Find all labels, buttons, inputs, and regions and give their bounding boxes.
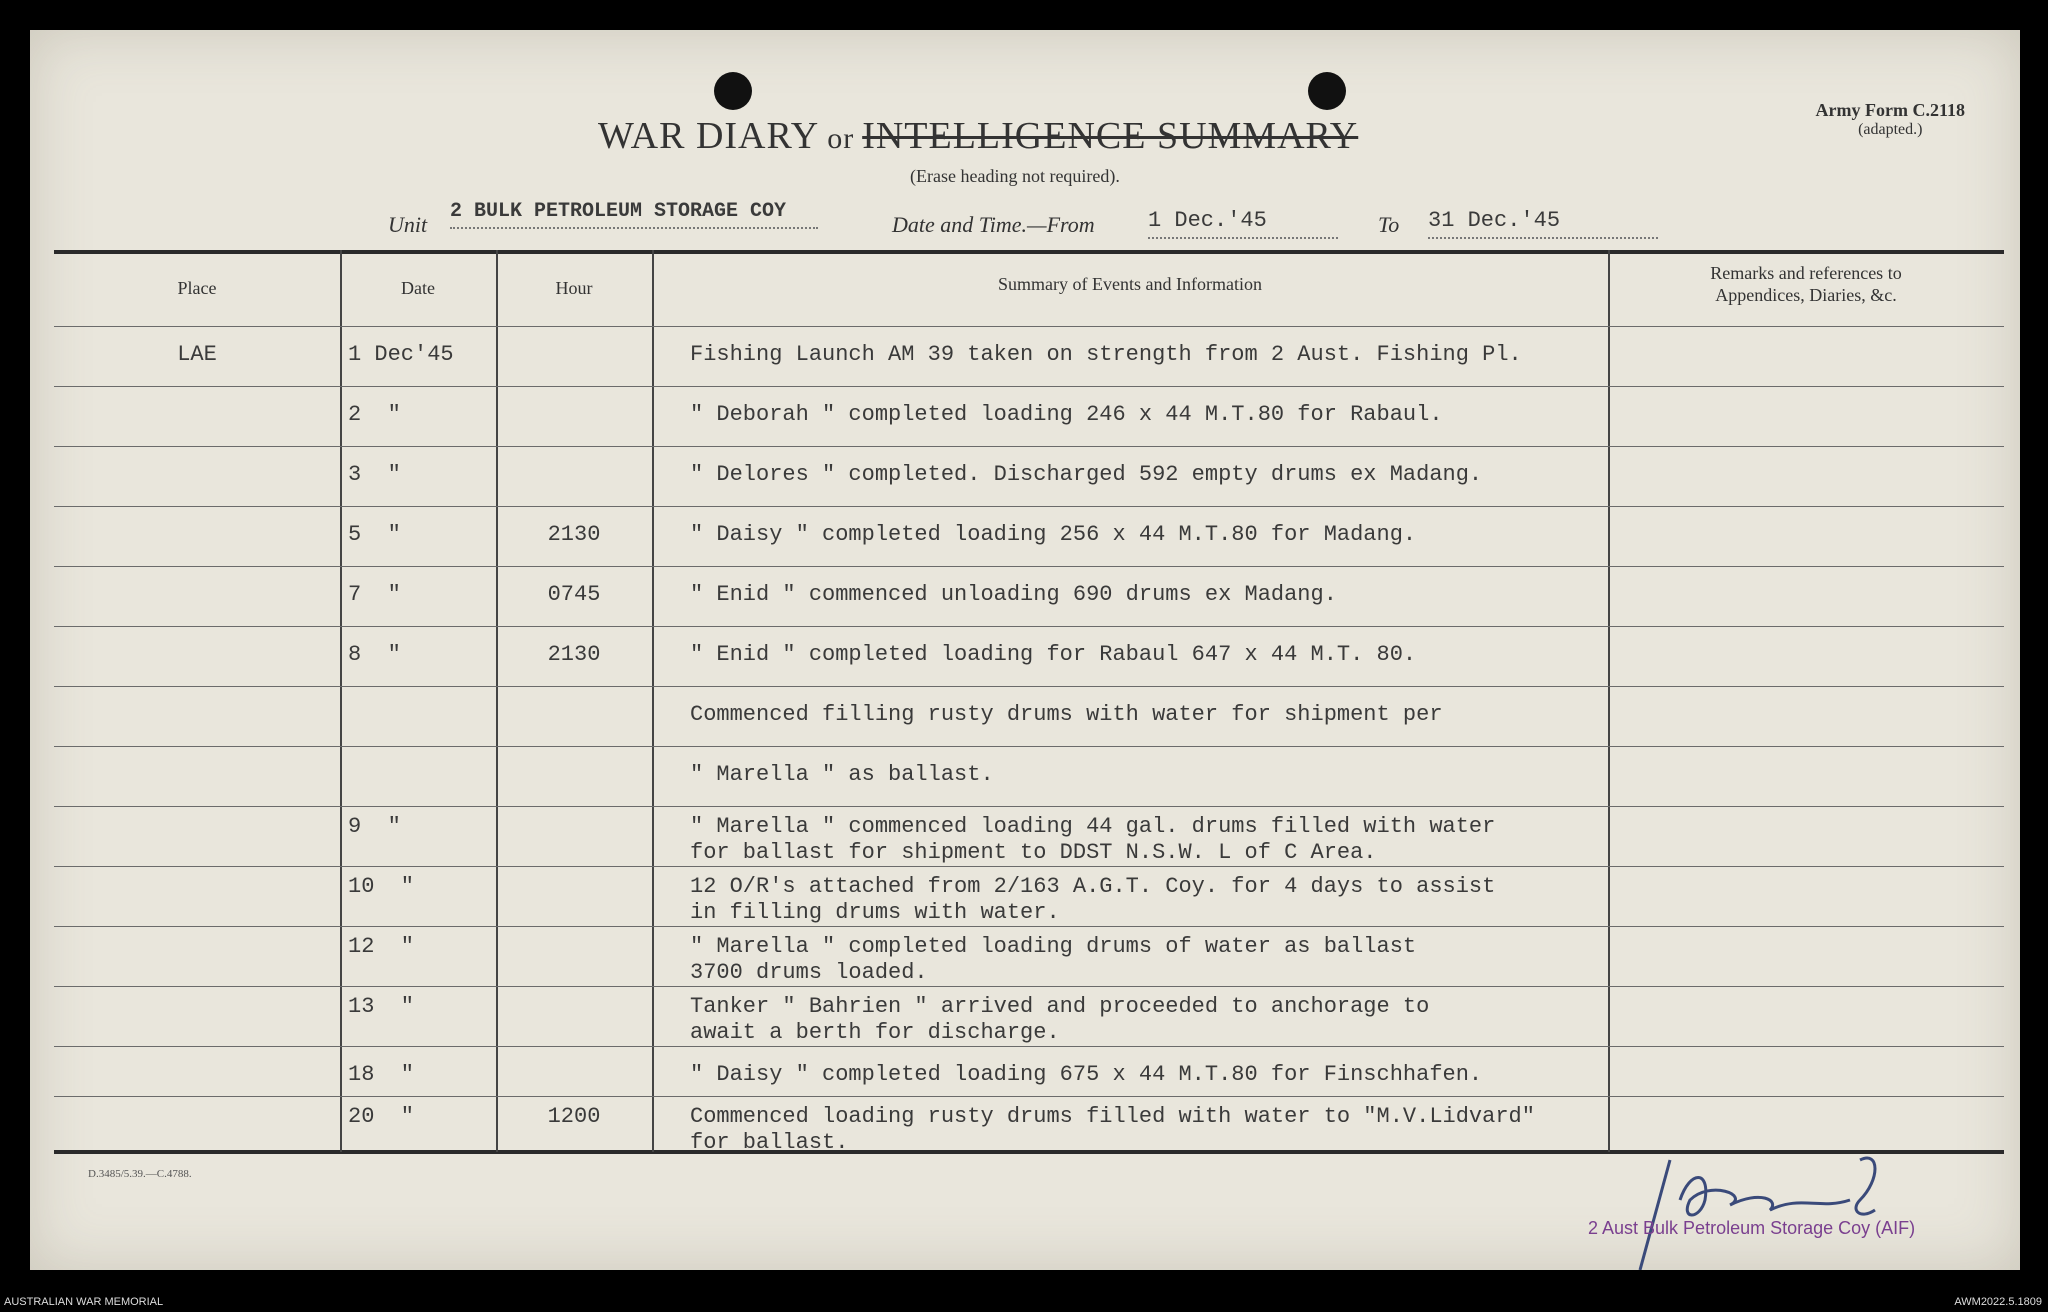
header-summary: Summary of Events and Information: [998, 274, 1262, 294]
row-hour: 2130: [547, 522, 601, 547]
row-divider: [54, 506, 2004, 507]
row-date: 10 ": [348, 874, 415, 899]
document-title: [598, 114, 1358, 158]
row-date: 13 ": [348, 994, 415, 1019]
from-date: 1 Dec.'45: [1148, 208, 1338, 239]
row-divider: [54, 386, 2004, 387]
unit-label: Unit: [388, 212, 428, 237]
row-summary: " Daisy " completed loading 256 x 44 M.T.80 for Madang.: [690, 522, 1417, 547]
row-date: 5 ": [348, 522, 401, 547]
header-remarks: Remarks and references to Appendices, Diaries, &c.: [1710, 263, 1902, 305]
punch-hole-right: [1308, 72, 1346, 110]
row-divider: [54, 746, 2004, 747]
punch-hole-left: [714, 72, 752, 110]
row-summary: " Enid " completed loading for Rabaul 647 x 44 M.T. 80.: [690, 642, 1417, 667]
row-date: 18 ": [348, 1062, 415, 1087]
title-struck: INTELLIGENCE SUMMARY: [862, 115, 1359, 157]
row-summary: " Enid " commenced unloading 690 drums ex Madang.: [690, 582, 1337, 607]
row-divider: [54, 626, 2004, 627]
row-summary: Commenced loading rusty drums filled with water to "M.V.Lidvard" for ballast.: [690, 1104, 1535, 1155]
row-summary: " Deborah " completed loading 246 x 44 M.T.80 for Rabaul.: [690, 402, 1443, 427]
row-summary: Tanker " Bahrien " arrived and proceeded to anchorage to await a berth for discharge.: [690, 994, 1430, 1045]
row-place: LAE: [177, 342, 217, 367]
row-divider: [54, 986, 2004, 987]
table-top-border: [54, 250, 2004, 254]
army-form-sub: (adapted.): [1858, 121, 1923, 138]
row-hour: 2130: [547, 642, 601, 667]
row-date: 9 ": [348, 814, 401, 839]
date-time-label: Date and Time.—From: [892, 212, 1095, 237]
row-hour: 0745: [547, 582, 601, 607]
header-place: Place: [177, 278, 217, 298]
row-date: 2 ": [348, 402, 401, 427]
header-date: Date: [401, 278, 435, 298]
row-divider: [54, 806, 2004, 807]
row-divider: [54, 326, 2004, 327]
row-divider: [54, 446, 2004, 447]
diary-page: [30, 30, 2020, 1270]
row-summary: " Marella " commenced loading 44 gal. drums filled with water for ballast for shipment to DDST N.S.W. L of C Area.: [690, 814, 1496, 865]
row-date: 20 ": [348, 1104, 415, 1129]
row-date: 1 Dec'45: [348, 342, 454, 367]
form-print-code: D.3485/5.39.—C.4788.: [88, 1168, 192, 1180]
title-or: or: [827, 122, 855, 155]
row-date: 8 ": [348, 642, 401, 667]
row-summary: " Daisy " completed loading 675 x 44 M.T.80 for Finschhafen.: [690, 1062, 1483, 1087]
row-divider: [54, 1046, 2004, 1047]
header-hour: Hour: [555, 278, 593, 298]
row-hour: 1200: [547, 1104, 601, 1129]
row-summary: Commenced filling rusty drums with water for shipment per: [690, 702, 1443, 727]
row-summary: " Marella " completed loading drums of water as ballast 3700 drums loaded.: [690, 934, 1417, 985]
row-date: 7 ": [348, 582, 401, 607]
credit-right: AWM2022.5.1809: [1954, 1296, 2042, 1308]
unit-value: 2 BULK PETROLEUM STORAGE COY: [450, 200, 818, 229]
row-divider: [54, 926, 2004, 927]
row-divider: [54, 566, 2004, 567]
unit-stamp: 2 Aust Bulk Petroleum Storage Coy (AIF): [1588, 1218, 1916, 1238]
row-summary: " Delores " completed. Discharged 592 empty drums ex Madang.: [690, 462, 1483, 487]
row-summary: Fishing Launch AM 39 taken on strength from 2 Aust. Fishing Pl.: [690, 342, 1522, 367]
row-date: 3 ": [348, 462, 401, 487]
row-summary: " Marella " as ballast.: [690, 762, 994, 787]
signature: [1610, 1140, 1930, 1270]
to-label: To: [1378, 212, 1400, 237]
army-form-number: Army Form C.2118: [1815, 100, 1965, 120]
erase-note: (Erase heading not required).: [910, 166, 1120, 186]
credit-left: AUSTRALIAN WAR MEMORIAL: [4, 1296, 164, 1308]
row-divider: [54, 866, 2004, 867]
row-summary: 12 O/R's attached from 2/163 A.G.T. Coy. for 4 days to assist in filling drums with water.: [690, 874, 1496, 925]
row-date: 12 ": [348, 934, 415, 959]
row-divider: [54, 686, 2004, 687]
army-form-ref: [1816, 100, 1965, 139]
to-date: 31 Dec.'45: [1428, 208, 1658, 239]
row-divider: [54, 1096, 2004, 1097]
title-main: WAR DIARY: [598, 115, 820, 157]
